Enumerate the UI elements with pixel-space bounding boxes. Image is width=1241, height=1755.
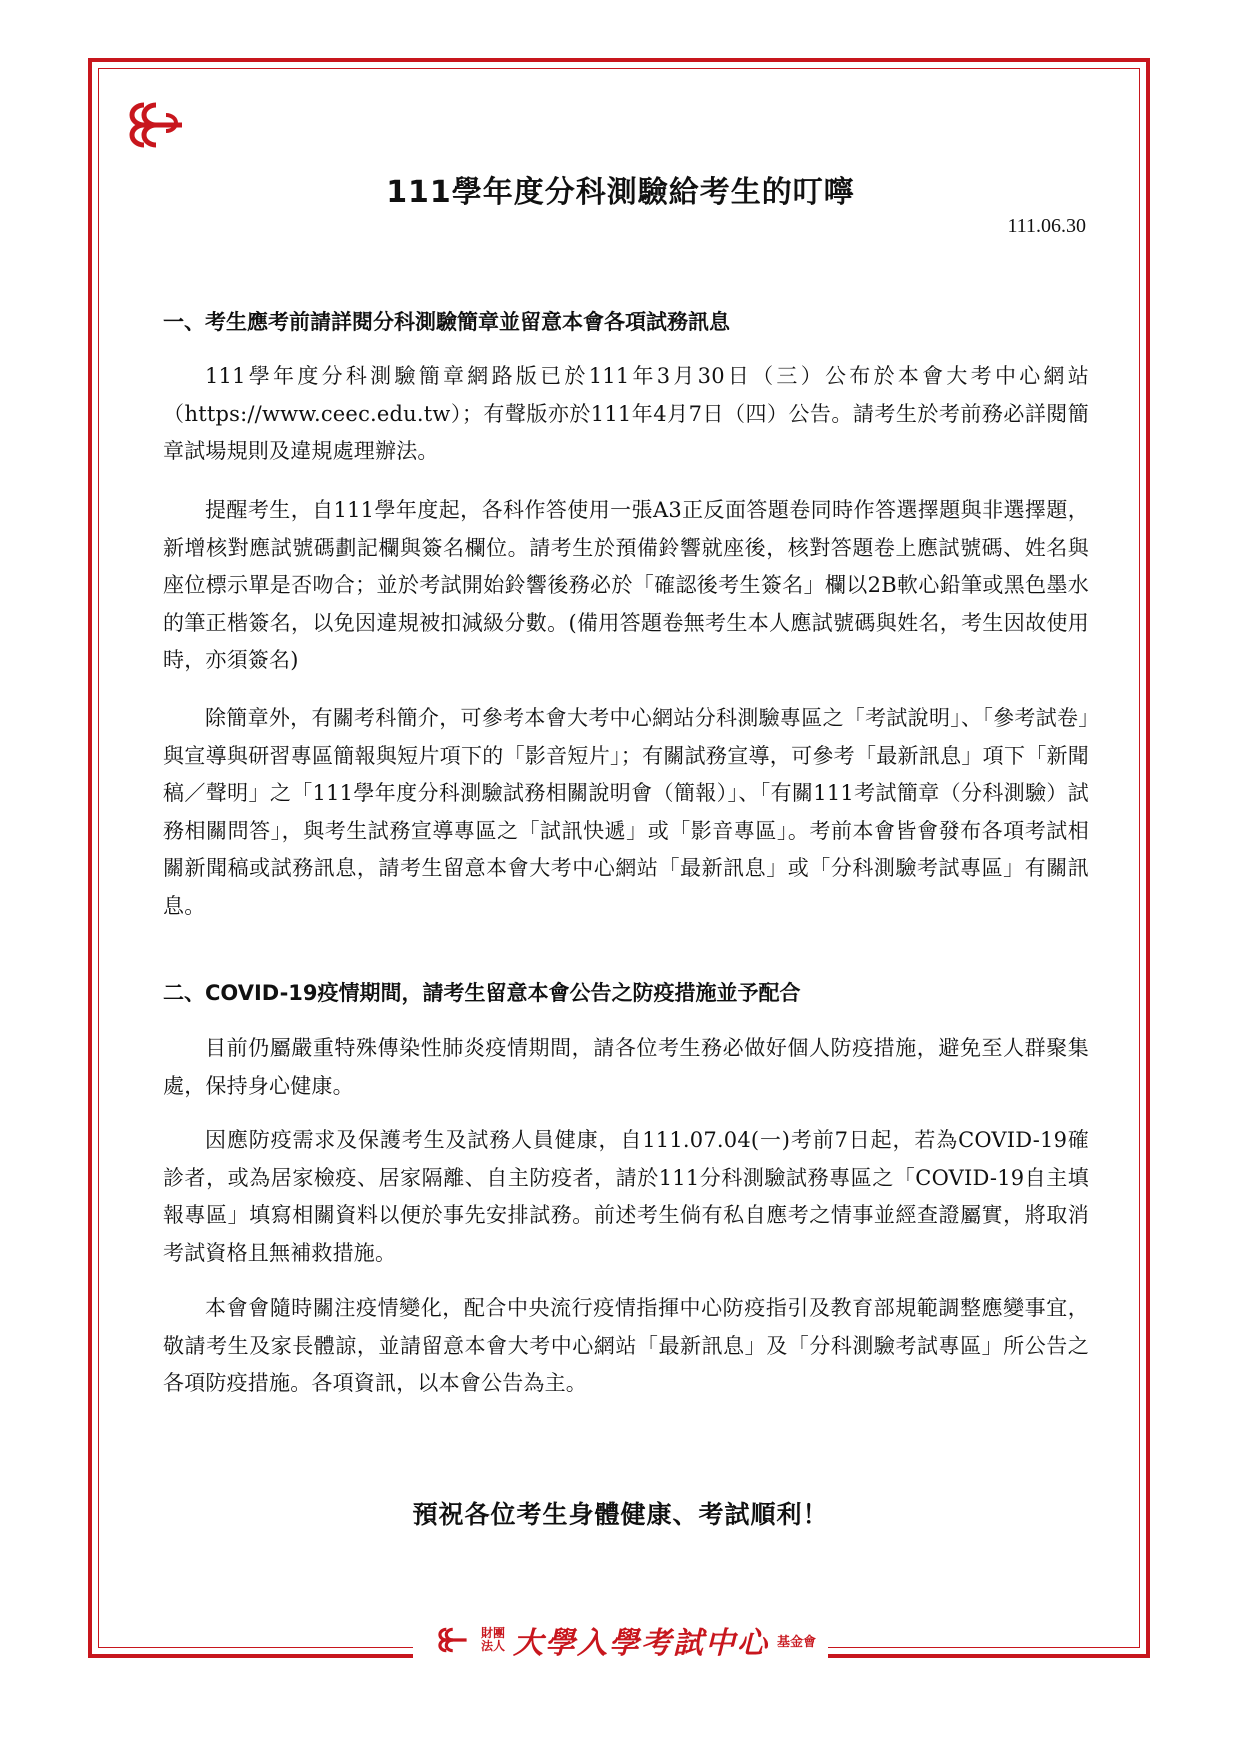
section-2-paragraph-1: 目前仍屬嚴重特殊傳染性肺炎疫情期間，請各位考生務必做好個人防疫措施，避免至人群聚集處，保持身心健康。 [163, 1036, 1089, 1098]
closing-message: 預祝各位考生身體健康、考試順利！ [412, 1500, 829, 1529]
footer-org-type [481, 1627, 505, 1653]
footer-org-suffix: 基金會 [777, 1634, 817, 1650]
section-1-paragraph-3: 除簡章外，有關考科簡介，可參考本會大考中心網站分科測驗專區之「考試說明」、「參考試卷」與宣導與研習專區簡報與短片項下的「影音短片」；有關試務宣導，可參考「最新訊息」項下「新聞稿／聲明」之「111學年度分科測驗試務相關說明會（簡報）」、「有關111考試簡章（分科測驗）試務相關問答」，與考生試務宣導專區之「試訊快遞」或「影音專區」。考前本會皆會發布各項考試相關新聞稿或試務訊息，請考生留意本會大考中心網站「最新訊息」或「分科測驗考試專區」有關訊息。 [163, 706, 1089, 918]
section-1-paragraph-1: 111學年度分科測驗簡章網路版已於111年3月30日（三）公布於本會大考中心網站（https://www.ceec.edu.tw）；有聲版亦於111年4月7日（四）公告。請考生於考前務必詳閱簡章試場規則及違規處理辦法。 [163, 364, 1089, 463]
footer-logo-group [413, 1618, 828, 1662]
footer [0, 1615, 1241, 1665]
section-2-paragraph-2: 因應防疫需求及保護考生及試務人員健康，自111.07.04(一)考前7日起，若為COVID-19確診者，或為居家檢疫、居家隔離、自主防疫者，請於111分科測驗試務專區之「COVID-19自主填報專區」填寫相關資料以便於事先安排試務。前述考生倘有私自應考之情事並經查證屬實，將取消考試資格且無補救措施。 [163, 1128, 1089, 1265]
ceec-logo-icon [104, 95, 194, 155]
section-2-paragraph-3: 本會會隨時關注疫情變化，配合中央流行疫情指揮中心防疫指引及教育部規範調整應變事宜，敬請考生及家長體諒，並請留意本會大考中心網站「最新訊息」及「分科測驗考試專區」所公告之各項防疫措施。各項資訊，以本會公告為主。 [163, 1296, 1089, 1395]
footer-org-name: 大學入學考試中心 [513, 1626, 769, 1661]
section-1-heading: 一、考生應考前請詳閱分科測驗簡章並留意本會各項試務訊息 [163, 310, 730, 334]
footer-org-type-line-2: 法人 [480, 1639, 505, 1653]
section-1-paragraph-2: 提醒考生，自111學年度起，各科作答使用一張A3正反面答題卷同時作答選擇題與非選擇題，新增核對應試號碼劃記欄與簽名欄位。請考生於預備鈴響就座後，核對答題卷上應試號碼、姓名與座位標示單是否吻合；並於考試開始鈴響後務必於「確認後考生簽名」欄以2B軟心鉛筆或黑色墨水的筆正楷簽名，以免因違規被扣減級分數。(備用答題卷無考生本人應試號碼與姓名，考生因故使用時，亦須簽名) [163, 498, 1089, 672]
footer-org-type-line-1: 財團 [480, 1626, 505, 1640]
section-2-heading: 二、COVID-19疫情期間，請考生留意本會公告之防疫措施並予配合 [163, 981, 801, 1005]
ceec-footer-logo-icon [425, 1624, 473, 1656]
page-title: 111學年度分科測驗給考生的叮嚀 [386, 175, 855, 210]
document-date: 111.06.30 [1007, 215, 1086, 237]
